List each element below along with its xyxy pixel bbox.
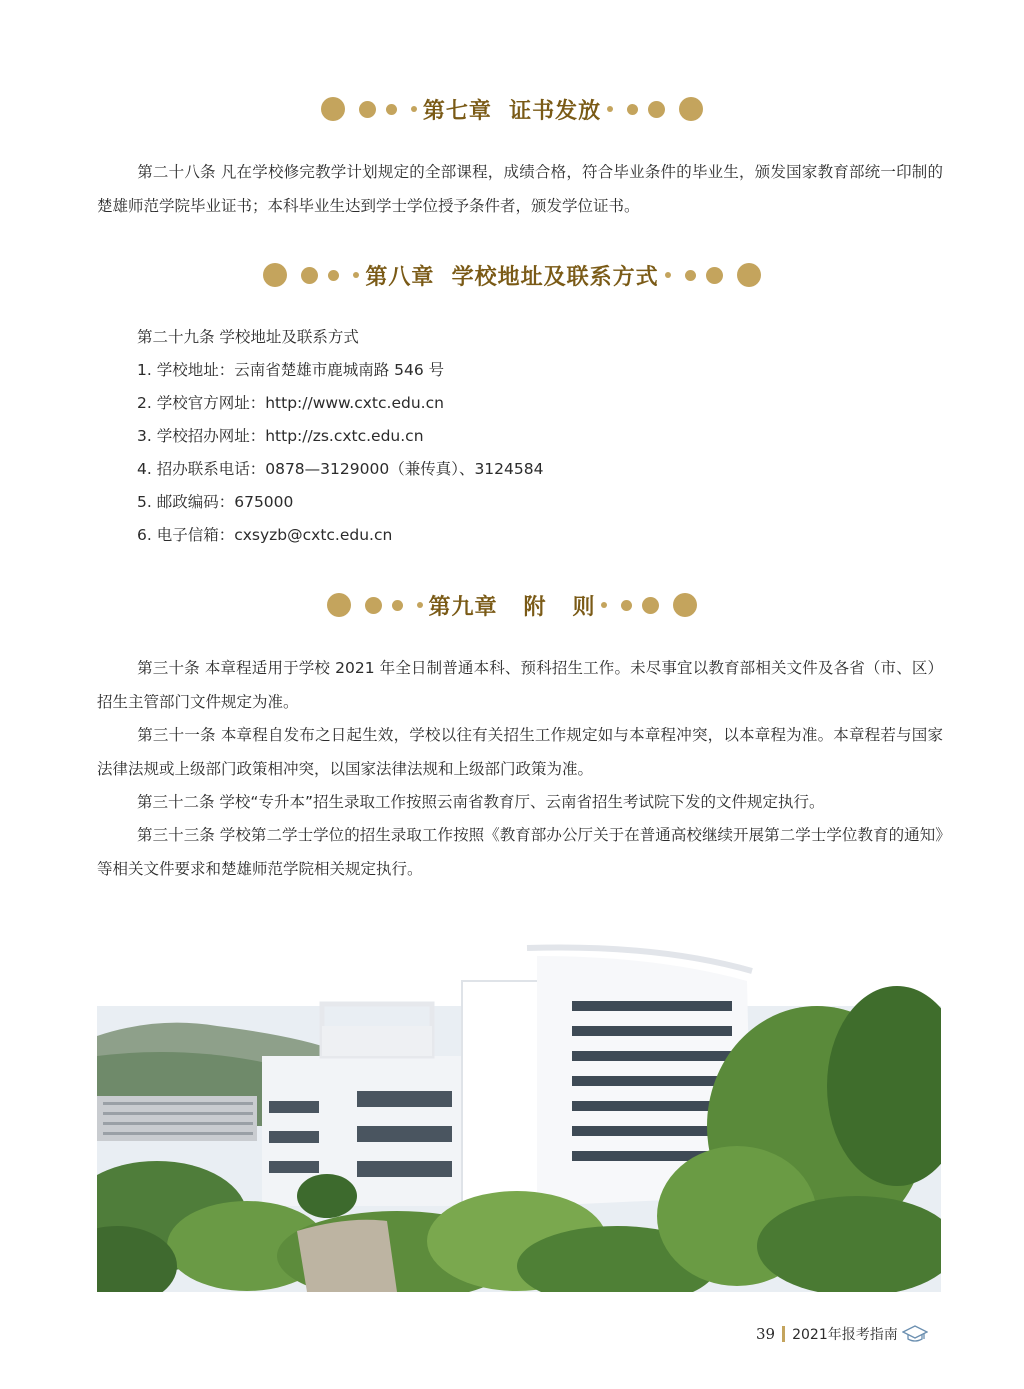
contact-admissions-site: 3. 学校招办网址：http://zs.cxtc.edu.cn [137, 427, 424, 445]
article-31 [97, 718, 943, 786]
contact-postcode: 5. 邮政编码：675000 [137, 493, 294, 511]
article-29-heading: 第二十九条 学校地址及联系方式 [137, 328, 359, 346]
article-28 [97, 155, 943, 223]
decor-dot [411, 106, 417, 112]
decor-dot [263, 263, 287, 287]
decor-dots-left [321, 97, 417, 121]
campus-building-photo [97, 886, 941, 1292]
decor-dot [627, 104, 638, 115]
graduation-cap-icon [902, 1324, 928, 1344]
contact-address: 1. 学校地址：云南省楚雄市鹿城南路 546 号 [137, 361, 445, 379]
decor-dot [673, 593, 697, 617]
decor-dot [321, 97, 345, 121]
article-text: 第三十二条 学校“专升本”招生录取工作按照云南省教育厅、云南省招生考试院下发的文件规定执行。 [137, 793, 825, 811]
decor-dot [417, 602, 423, 608]
decor-dot [706, 267, 723, 284]
decor-dot [621, 600, 632, 611]
chapter-title: 第九章 附 则 [428, 593, 596, 620]
decor-dot [328, 270, 339, 281]
page-number: 39 [756, 1325, 776, 1343]
decor-dots-left [327, 593, 423, 617]
article-text: 第三十一条 本章程自发布之日起生效，学校以往有关招生工作规定如与本章程冲突，以本章程为准。本章程若与国家法律法规或上级部门政策相冲突，以国家法律法规和上级部门政策为准。 [97, 726, 943, 778]
decor-dot [648, 101, 665, 118]
footer-divider [782, 1326, 785, 1342]
decor-dot [327, 593, 351, 617]
decor-dot [665, 272, 671, 278]
article-text: 第二十八条 凡在学校修完教学计划规定的全部课程，成绩合格，符合毕业条件的毕业生，颁发国家教育部统一印制的楚雄师范学院毕业证书；本科毕业生达到学士学位授予条件者，颁发学位证书。 [97, 163, 943, 215]
decor-dot [642, 597, 659, 614]
decor-dots-left [263, 263, 359, 287]
decor-dot [386, 104, 397, 115]
decor-dot [359, 101, 376, 118]
decor-dot [365, 597, 382, 614]
article-30 [97, 651, 943, 719]
decor-dot [353, 272, 359, 278]
article-text: 第三十三条 学校第二学士学位的招生录取工作按照《教育部办公厅关于在普通高校继续开展第二学士学位教育的通知》等相关文件要求和楚雄师范学院相关规定执行。 [97, 826, 943, 878]
page-footer [756, 1322, 928, 1346]
decor-dot [685, 270, 696, 281]
decor-dots-right [607, 97, 703, 121]
decor-dot [392, 600, 403, 611]
article-33 [97, 818, 943, 886]
article-32 [97, 785, 943, 819]
decor-dot [607, 106, 613, 112]
decor-dot [737, 263, 761, 287]
chapter-8-header [0, 255, 1024, 295]
contact-email: 6. 电子信箱：cxsyzb@cxtc.edu.cn [137, 526, 393, 544]
decor-dots-right [601, 593, 697, 617]
chapter-9-header [0, 585, 1024, 625]
decor-dot [601, 602, 607, 608]
contact-phone: 4. 招办联系电话：0878—3129000（兼传真）、3124584 [137, 460, 544, 478]
guide-title: 2021年报考指南 [792, 1327, 898, 1343]
decor-dot [301, 267, 318, 284]
decor-dot [679, 97, 703, 121]
contact-website: 2. 学校官方网址：http://www.cxtc.edu.cn [137, 394, 444, 412]
article-text: 第三十条 本章程适用于学校 2021 年全日制普通本科、预科招生工作。未尽事宜以教育部相关文件及各省（市、区）招生主管部门文件规定为准。 [97, 659, 943, 711]
decor-dots-right [665, 263, 761, 287]
chapter-title: 第七章 证书发放 [422, 97, 602, 124]
chapter-title: 第八章 学校地址及联系方式 [365, 263, 659, 290]
chapter-7-header [0, 89, 1024, 129]
